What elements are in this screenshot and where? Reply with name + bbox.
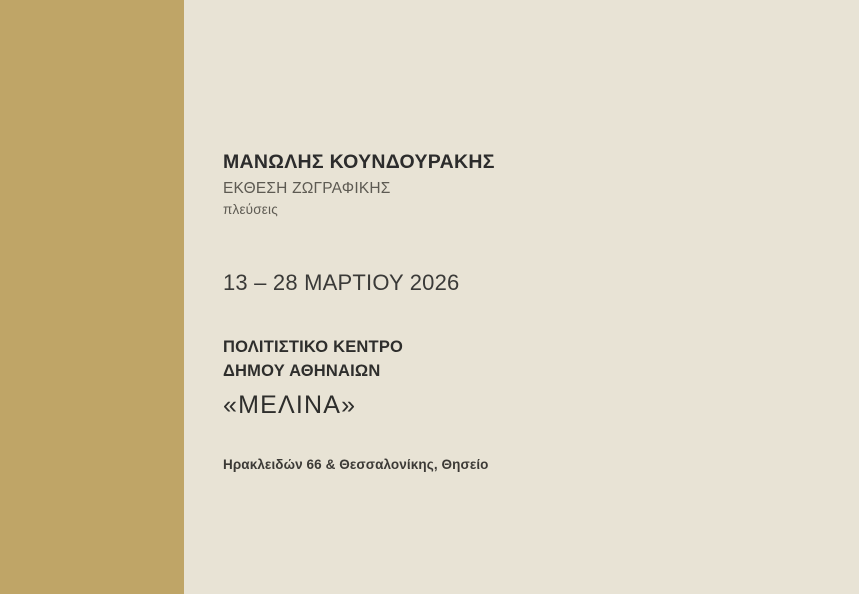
exhibition-subtitle: πλεύσεις xyxy=(223,201,278,217)
poster-text-block xyxy=(223,150,643,474)
decorative-color-band xyxy=(0,0,184,594)
venue-line-1: ΠΟΛΙΤΙΣΤΙΚΟ ΚΕΝΤΡΟ xyxy=(223,338,404,357)
venue-name: «ΜΕΛΙΝΑ» xyxy=(223,391,357,420)
exhibition-dates: 13 – 28 ΜΑΡΤΙΟΥ 2026 xyxy=(223,270,460,296)
artist-name: ΜΑΝΩΛΗΣ ΚΟΥΝΔΟΥΡΑΚΗΣ xyxy=(223,151,495,173)
venue-address: Ηρακλειδών 66 & Θεσσαλονίκης, Θησείο xyxy=(223,457,489,473)
venue-block xyxy=(223,336,643,420)
exhibition-type: ΕΚΘΕΣΗ ΖΩΓΡΑΦΙΚΗΣ xyxy=(223,180,391,198)
poster-main-panel xyxy=(184,0,859,594)
venue-line-2: ΔΗΜΟΥ ΑΘΗΝΑΙΩΝ xyxy=(223,362,381,381)
